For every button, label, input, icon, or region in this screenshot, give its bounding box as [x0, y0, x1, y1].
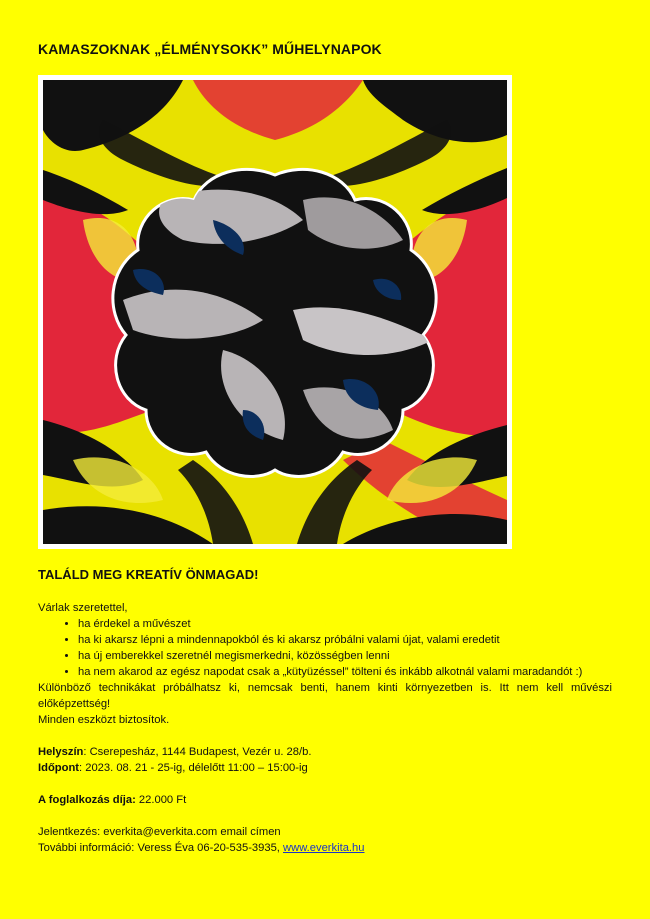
location-line	[38, 744, 612, 760]
time-value: : 2023. 08. 21 - 25-ig, délelőtt 11:00 – 15:00-ig	[79, 762, 308, 774]
body-text	[38, 600, 612, 856]
fee-line	[38, 792, 612, 808]
fee-value: 22.000 Ft	[135, 794, 187, 806]
location-label: Helyszín	[38, 746, 84, 758]
techniques-text: Különböző technikákat próbálhatsz ki, nemcsak benti, hanem kinti környezetben is. Itt nem kell művészi előképzettség!	[38, 682, 612, 710]
list-item: • ha nem akarod az egész napodat csak a „kütyüzéssel” tölteni és inkább alkotnál valami maradandót :)	[78, 664, 612, 680]
intro-text: Várlak szeretettel,	[38, 602, 128, 614]
website-link[interactable]: www.everkita.hu	[283, 842, 365, 854]
section-heading: TALÁLD MEG KREATÍV ÖNMAGAD!	[38, 567, 259, 582]
abstract-painting-image	[38, 75, 512, 549]
fee-label: A foglalkozás díja:	[38, 794, 136, 806]
time-line	[38, 760, 612, 776]
list-item: • ha ki akarsz lépni a mindennapokból és ki akarsz próbálni valami újat, valami eredetit	[78, 632, 612, 648]
page-title: KAMASZOKNAK „ÉLMÉNYSOKK” MŰHELYNAPOK	[38, 41, 382, 57]
signup-text: Jelentkezés: everkita@everkita.com email címen	[38, 826, 281, 838]
info-text: További információ: Veress Éva 06-20-535-3935,	[38, 842, 284, 854]
bullet-list	[38, 616, 612, 680]
time-label: Időpont	[38, 762, 80, 774]
list-item: • ha érdekel a művészet	[78, 616, 612, 632]
tools-text: Minden eszközt biztosítok.	[38, 714, 170, 726]
list-item: • ha új emberekkel szeretnél megismerkedni, közösségben lenni	[78, 648, 612, 664]
info-line	[38, 840, 612, 856]
painting-canvas	[43, 80, 507, 544]
location-value: : Cserepesház, 1144 Budapest, Vezér u. 28/b.	[83, 746, 312, 758]
